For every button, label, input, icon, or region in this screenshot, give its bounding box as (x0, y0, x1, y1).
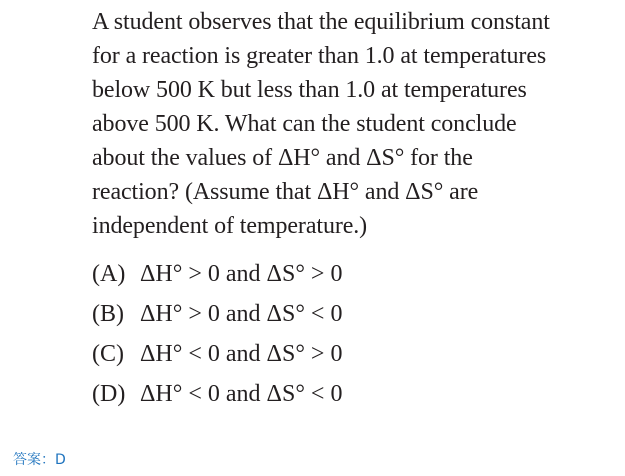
option-c[interactable] (92, 337, 492, 377)
question-line: independent of temperature.) (92, 213, 368, 239)
question-line: above 500 K. What can the student conclude (92, 111, 517, 137)
answer-value: D (55, 452, 66, 468)
option-text: ΔH° > 0 and ΔS° < 0 (140, 301, 343, 327)
question-stem (92, 5, 607, 243)
option-text: ΔH° < 0 and ΔS° < 0 (140, 381, 343, 407)
option-letter: (A) (92, 261, 126, 287)
option-letter: (D) (92, 381, 126, 407)
option-text: ΔH° < 0 and ΔS° > 0 (140, 341, 343, 367)
question-line: below 500 K but less than 1.0 at temperatures (92, 77, 527, 103)
option-text: ΔH° > 0 and ΔS° > 0 (140, 261, 343, 287)
answer-key (13, 450, 66, 470)
question-line: reaction? (Assume that ΔH° and ΔS° are (92, 179, 479, 205)
option-a[interactable] (92, 257, 492, 297)
question-line: A student observes that the equilibrium constant (92, 9, 550, 35)
option-letter: (B) (92, 301, 124, 327)
answer-label: 答案： (13, 452, 55, 468)
option-d[interactable] (92, 377, 492, 417)
question-line: for a reaction is greater than 1.0 at temperatures (92, 43, 547, 69)
option-b[interactable] (92, 297, 492, 337)
answer-options (92, 257, 492, 417)
option-letter: (C) (92, 341, 124, 367)
question-line: about the values of ΔH° and ΔS° for the (92, 145, 473, 171)
